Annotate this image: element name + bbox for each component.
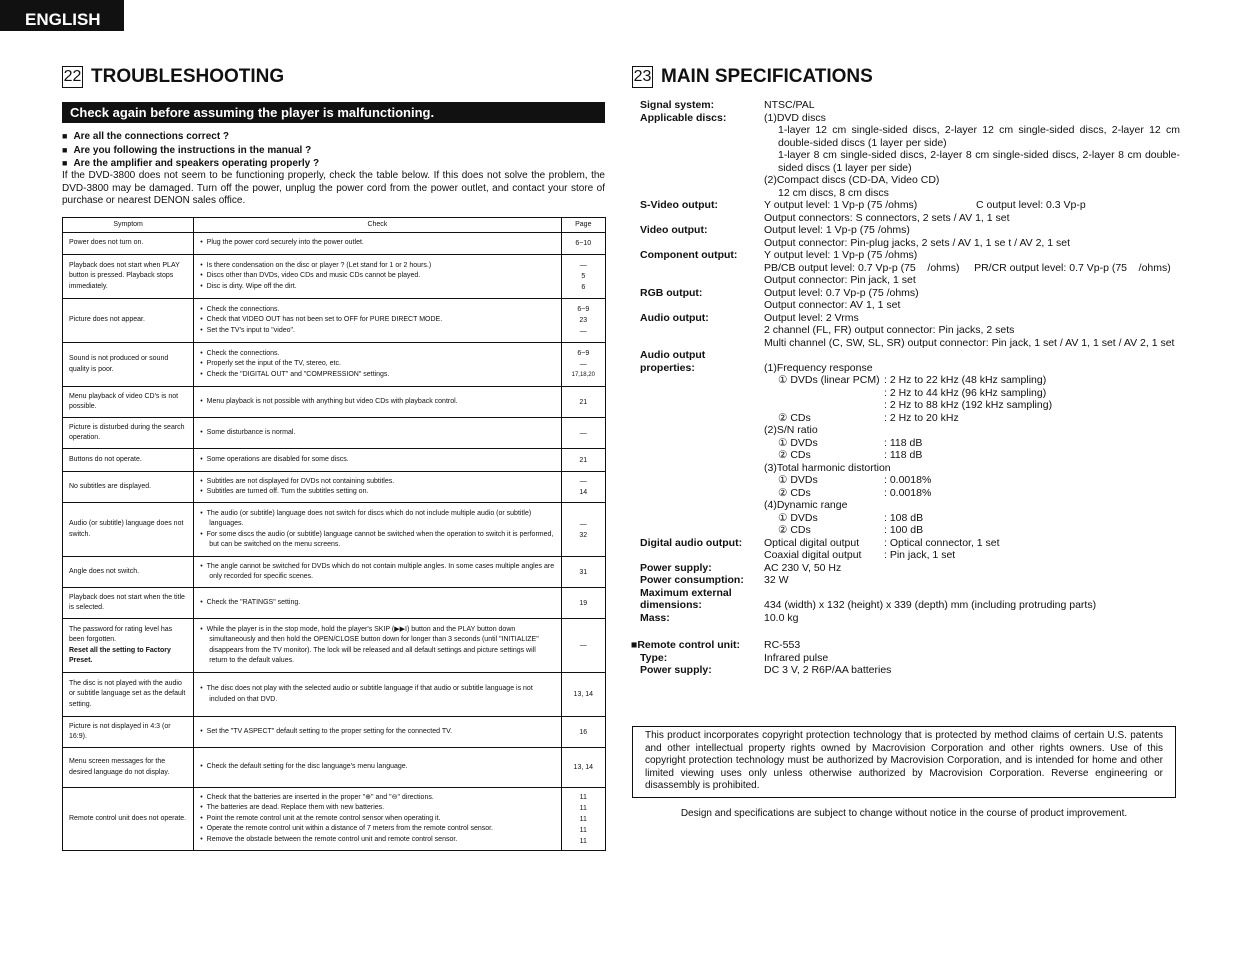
footnote: Design and specifications are subject to change without notice in the course of product improvement.	[680, 808, 1128, 819]
spec-audio: Audio output: Output level: 2 Vrms 2 channel (FL, FR) output connector: Pin jacks, 2 sets Multi channel (C, SW, SL, SR) output connector: Pin jack, 1 set / AV 1, 1 set / AV 2, 1 set	[640, 311, 1175, 349]
page-cell	[561, 418, 605, 449]
check-item: • Point the remote control unit at the remote control sensor when operating it.	[200, 814, 554, 825]
page-ref: —	[579, 328, 587, 335]
check-item: • Properly set the input of the TV, stereo, etc.	[200, 359, 554, 370]
spec-digital-audio: Digital audio output: Optical digital output : Optical connector, 1 set Coaxial digital output : Pin jack, 1 set	[640, 536, 1000, 561]
page-ref: —	[579, 262, 587, 269]
page-cell	[561, 588, 605, 619]
table-row	[63, 619, 606, 673]
spec-component: Component output: Y output level: 1 Vp-p (75 /ohms) PB/CB output level: 0.7 Vp-p (75 /ohms) PR/CR output level: 0.7 Vp-p (75 /ohms) Output connector: Pin jack, 1 set	[640, 249, 1171, 286]
page-ref: 14	[579, 489, 588, 496]
table-row	[63, 503, 606, 557]
symptom-cell: Buttons do not operate.	[63, 449, 194, 472]
table-row	[63, 387, 606, 418]
page-cell	[561, 748, 605, 788]
page-ref: 11	[579, 815, 587, 823]
check-cell	[194, 255, 561, 299]
table-row	[63, 343, 606, 387]
question-item: ■ Are you following the instructions in the manual ?	[62, 144, 319, 158]
check-item: • Plug the power cord securely into the power outlet.	[200, 238, 554, 249]
page-ref: —	[579, 478, 587, 485]
symptom-cell: Menu playback of video CD's is not possible.	[63, 387, 194, 418]
check-cell	[194, 503, 561, 557]
page-ref: 17,18,20	[571, 372, 595, 378]
page-ref: 11	[579, 793, 587, 801]
symptom-cell: Audio (or subtitle) language does not switch.	[63, 503, 194, 557]
spec-rgb: RGB output: Output level: 0.7 Vp-p (75 /ohms) Output connector: AV 1, 1 set	[640, 286, 919, 311]
check-item: • The audio (or subtitle) language does not switch for discs which do not include multiple audio (or subtitle) languages.	[200, 509, 554, 530]
check-item: • Set the TV's input to "video".	[200, 326, 554, 337]
spec-remote-power: Power supply: DC 3 V, 2 R6P/AA batteries	[640, 664, 892, 676]
check-item: • Some operations are disabled for some discs.	[200, 455, 554, 466]
spec-remote-type: Type: Infrared pulse	[640, 651, 829, 664]
spec-remote-control: ■Remote control unit: RC-553	[631, 639, 801, 651]
table-row	[63, 748, 606, 788]
question-list	[62, 130, 319, 171]
check-cell	[194, 387, 561, 418]
check-cell	[194, 299, 561, 343]
table-row	[63, 255, 606, 299]
symptom-cell: Playback does not start when the title is selected.	[63, 588, 194, 619]
spec-power-supply: Power supply: AC 230 V, 50 Hz	[640, 561, 842, 574]
check-item: • The batteries are dead. Replace them with new batteries.	[200, 803, 554, 814]
page-ref: 13, 14	[573, 764, 594, 771]
table-row	[63, 233, 606, 255]
table-row	[63, 299, 606, 343]
table-row	[63, 673, 606, 717]
specifications-list	[631, 99, 1180, 677]
check-item: • Disc is dirty. Wipe off the dirt.	[200, 282, 554, 293]
check-item: • Remove the obstacle between the remote control unit and remote control sensor.	[200, 835, 554, 846]
page-ref: —	[579, 361, 587, 368]
symptom-cell: The disc is not played with the audio or subtitle language set as the default setting.	[63, 673, 194, 717]
symptom-cell: Picture is not displayed in 4:3 (or 16:9).	[63, 717, 194, 748]
spec-signal-system: Signal system: NTSC/PAL	[640, 99, 815, 111]
page-ref: 32	[579, 531, 588, 539]
check-item: • Check the connections.	[200, 305, 554, 316]
check-item: • Check the default setting for the disc language's menu language.	[200, 762, 554, 773]
page-ref: 5	[581, 273, 586, 280]
symptom-cell: Remote control unit does not operate.	[63, 788, 194, 851]
spec-video: Video output: Output level: 1 Vp-p (75 /ohms) Output connector: Pin-plug jacks, 2 sets / AV 1, 1 se t / AV 2, 1 set	[640, 224, 1071, 249]
symptom-cell: Sound is not produced or sound quality is poor.	[63, 343, 194, 387]
page-ref: 23	[579, 317, 588, 324]
page-ref: 21	[579, 456, 588, 464]
table-row	[63, 472, 606, 503]
page-ref: 6	[581, 284, 586, 291]
check-header: Check	[194, 218, 561, 233]
table-header-row	[63, 218, 606, 233]
page-ref: 31	[579, 568, 588, 576]
check-item: • Check the "RATINGS" setting.	[200, 598, 554, 609]
page-ref: —	[579, 642, 587, 649]
page-ref: 13, 14	[573, 691, 594, 698]
check-cell	[194, 673, 561, 717]
page-cell	[561, 503, 605, 557]
page-header: Page	[561, 218, 605, 233]
question-item: ■ Are all the connections correct ?	[62, 130, 319, 144]
specifications-heading	[632, 66, 873, 88]
check-item: • For some discs the audio (or subtitle) language cannot be switched when the operation to switch it is performed, but can be switched on the menu screens.	[200, 530, 554, 551]
page-ref: —	[579, 429, 587, 437]
page-cell	[561, 788, 605, 851]
check-cell	[194, 472, 561, 503]
symptom-cell: Playback does not start when PLAY button is pressed. Playback stops immediately.	[63, 255, 194, 299]
symptom-cell: Picture is disturbed during the search operation.	[63, 418, 194, 449]
page-ref: 16	[579, 728, 588, 736]
table-row	[63, 449, 606, 472]
check-item: • Menu playback is not possible with anything but video CDs with playback control.	[200, 397, 554, 408]
spec-audio-properties: Audio output properties: (1)Frequency response ① DVDs (linear PCM) : 2 Hz to 22 kHz (48 kHz sampling) : 2 Hz to 44 kHz (96 kHz sampling) : 2 Hz to 88 kHz (192 kHz sampling) ② CDs : 2 Hz to 20 kHz (2)S/N ratio ① DVDs : 118 dB ② CDs : 118 dB (3)Total harmonic distortion ① DVDs : 0.0018% ② CDs : 0.0018% (4)Dynamic range ① DVDs : 108 dB ② CDs : 100 dB	[640, 349, 1053, 536]
symptom-cell: Angle does not switch.	[63, 557, 194, 588]
check-cell	[194, 418, 561, 449]
check-item: • Check that VIDEO OUT has not been set to OFF for PURE DIRECT MODE.	[200, 315, 554, 326]
check-item: • Discs other than DVDs, video CDs and music CDs cannot be played.	[200, 271, 554, 282]
check-item: • Check that the batteries are inserted in the proper "⊕" and "⊖" directions.	[200, 793, 554, 804]
check-item: • Check the connections.	[200, 349, 554, 360]
spec-power-consumption: Power consumption: 32 W	[640, 574, 789, 586]
language-tab: ENGLISH	[0, 0, 124, 31]
section-number: 23	[632, 66, 653, 88]
page-ref: 6~10	[575, 240, 592, 247]
table-row	[63, 717, 606, 748]
page-ref: —	[579, 520, 587, 528]
check-item: • Is there condensation on the disc or player ? (Let stand for 1 or 2 hours.)	[200, 261, 554, 272]
section-title: MAIN SPECIFICATIONS	[661, 66, 873, 87]
check-cell	[194, 717, 561, 748]
page-cell	[561, 233, 605, 255]
page-ref: 11	[579, 826, 587, 834]
check-item: • Subtitles are turned off. Turn the subtitles setting on.	[200, 487, 554, 498]
check-cell	[194, 748, 561, 788]
check-cell	[194, 619, 561, 673]
check-cell	[194, 449, 561, 472]
page-cell	[561, 255, 605, 299]
page-cell	[561, 557, 605, 588]
spec-applicable-discs: Applicable discs: (1)DVD discs 1-layer 12 cm single-sided discs, 2-layer 12 cm single-sided discs, 2-layer 12 cm double-sided discs (1 layer per side) 1-layer 8 cm single-sided discs, 2-layer 8 cm single-sided discs, 2-layer 8 cm double-sided discs (1 layer per side) (2)Compact discs (CD-DA, Video CD) 12 cm discs, 8 cm discs	[640, 111, 1180, 199]
check-cell	[194, 788, 561, 851]
page-ref: 6~9	[577, 306, 590, 313]
check-item: • Some disturbance is normal.	[200, 428, 554, 439]
page-cell	[561, 717, 605, 748]
troubleshooting-heading	[62, 66, 284, 88]
section-number: 22	[62, 66, 83, 88]
page-ref: 11	[579, 837, 587, 845]
question-item: ■ Are the amplifier and speakers operating properly ?	[62, 157, 319, 171]
section-title: TROUBLESHOOTING	[91, 66, 285, 87]
check-cell	[194, 343, 561, 387]
page-ref: 11	[579, 804, 587, 812]
table-row	[63, 788, 606, 851]
check-item: • The angle cannot be switched for DVDs which do not contain multiple angles. In some cases multiple angles are only recorded for specific scenes.	[200, 562, 554, 583]
spec-dimensions: Maximum external dimensions: 434 (width) x 132 (height) x 339 (depth) mm (including protruding parts)	[640, 586, 1097, 611]
symptom-cell: No subtitles are displayed.	[63, 472, 194, 503]
page-ref: 19	[579, 599, 588, 607]
check-cell	[194, 588, 561, 619]
troubleshooting-table	[62, 217, 606, 851]
symptom-cell: Power does not turn on.	[63, 233, 194, 255]
check-cell	[194, 233, 561, 255]
copyright-notice: This product incorporates copyright protection technology that is protected by method claims of certain U.S. patents and other intellectual property rights owned by Macrovision Corporation and other rights owners. Use of this copyright protection technology must be authorized by Macrovision Corporation, and is intended for home and other limited viewing uses only unless otherwise authorized by Macrovision Corporation. Reverse engineering or disassembly is prohibited.	[632, 726, 1176, 798]
symptom-cell: Picture does not appear.	[63, 299, 194, 343]
check-again-banner: Check again before assuming the player is malfunctioning.	[62, 102, 605, 123]
check-item: • Operate the remote control unit within a distance of 7 meters from the remote control sensor.	[200, 824, 554, 835]
page-cell	[561, 472, 605, 503]
symptom-cell: Menu screen messages for the desired language do not display.	[63, 748, 194, 788]
page-cell	[561, 619, 605, 673]
table-row	[63, 588, 606, 619]
spec-s-video: S-Video output: Y output level: 1 Vp-p (75 /ohms) C output level: 0.3 Vp-p Output connectors: S connectors, 2 sets / AV 1, 1 set	[640, 199, 1086, 224]
page-cell	[561, 299, 605, 343]
troubleshooting-intro: If the DVD-3800 does not seem to be functioning properly, check the table below. If this does not solve the problem, the DVD-3800 may be damaged. Turn off the power, unplug the power cord from the power outlet, and contact your store of purchase or nearest DENON sales office.	[62, 170, 605, 206]
table-row	[63, 557, 606, 588]
symptom-emphasis: Reset all the setting to Factory Preset.	[69, 646, 171, 664]
symptom-header: Symptom	[63, 218, 194, 233]
check-item: • While the player is in the stop mode, hold the player's SKIP (▶▶I) button and the PLAY button down simultaneously and then hold the OPEN/CLOSE button down for longer than 3 seconds (until "INITIALIZE" disappears from the TV monitor). The lock will be released and all default settings and picture settings will return to the default values.	[200, 625, 554, 667]
check-item: • The disc does not play with the selected audio or subtitle language if that audio or subtitle language is not included on that DVD.	[200, 684, 554, 705]
page-cell	[561, 387, 605, 418]
page-ref: 6~9	[577, 350, 590, 357]
page-cell	[561, 673, 605, 717]
check-item: • Check the "DIGITAL OUT" and "COMPRESSION" settings.	[200, 370, 554, 381]
page-ref: 21	[579, 398, 588, 406]
check-item: • Set the "TV ASPECT" default setting to the proper setting for the connected TV.	[200, 727, 554, 738]
table-row	[63, 418, 606, 449]
spec-mass: Mass: 10.0 kg	[640, 611, 799, 624]
page-cell	[561, 343, 605, 387]
symptom-cell: The password for rating level has been forgotten. Reset all the setting to Factory Preset.	[63, 619, 194, 673]
page-cell	[561, 449, 605, 472]
check-item: • Subtitles are not displayed for DVDs not containing subtitles.	[200, 477, 554, 488]
check-cell	[194, 557, 561, 588]
